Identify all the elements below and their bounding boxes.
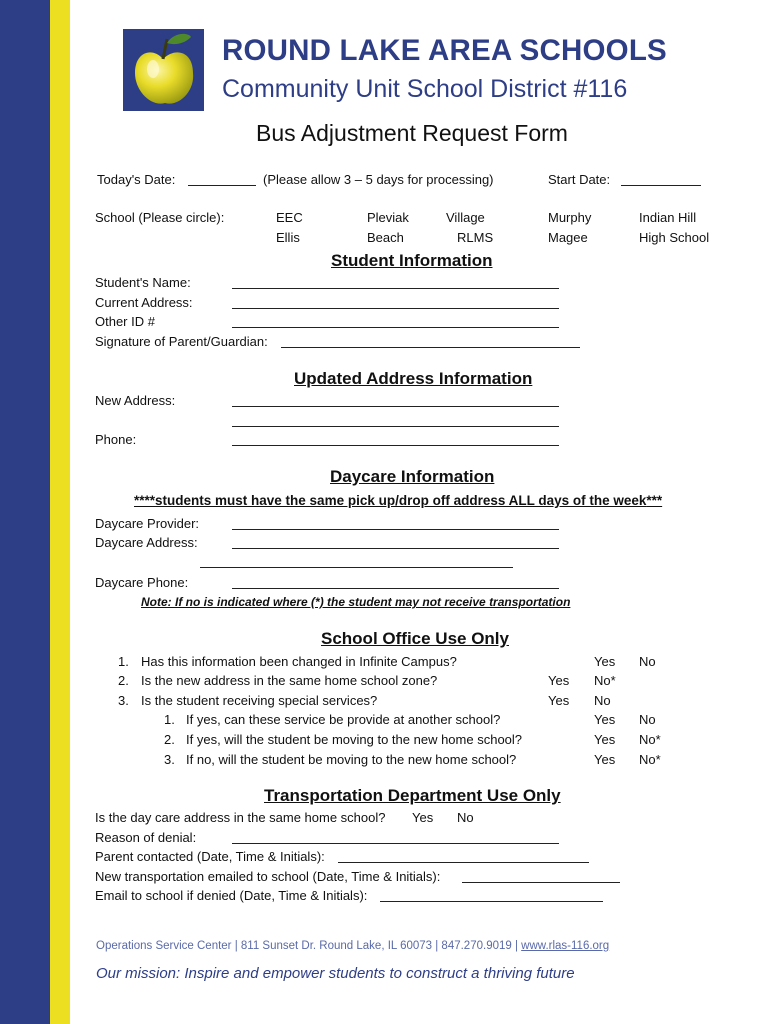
- q2-text: Is the new address in the same home school zone?: [141, 673, 438, 688]
- q1-text: Has this information been changed in Infinite Campus?: [141, 654, 457, 669]
- apple-logo: [123, 29, 204, 111]
- student-info-heading: Student Information: [331, 251, 493, 270]
- left-navy-band: [0, 0, 50, 1024]
- todays-date-field[interactable]: [188, 185, 256, 186]
- school-option-rlms[interactable]: RLMS: [457, 230, 494, 245]
- daycare-heading: Daycare Information: [330, 467, 495, 486]
- email-denied-label: Email to school if denied (Date, Time & Initials):: [95, 888, 368, 903]
- sub3-no[interactable]: No*: [639, 752, 661, 767]
- apple-icon: [123, 29, 204, 111]
- daycare-provider-field[interactable]: [232, 529, 559, 530]
- school-option-pleviak[interactable]: Pleviak: [367, 210, 409, 225]
- school-option-murphy[interactable]: Murphy: [548, 210, 592, 225]
- daycare-provider-label: Daycare Provider:: [95, 516, 200, 531]
- sub2-yes[interactable]: Yes: [594, 732, 616, 747]
- new-transport-emailed-field[interactable]: [462, 882, 620, 883]
- start-date-label: Start Date:: [548, 172, 611, 187]
- mission-statement: Our mission: Inspire and empower students to construct a thriving future: [96, 965, 575, 982]
- parent-contacted-label: Parent contacted (Date, Time & Initials):: [95, 849, 325, 864]
- updated-address-heading: Updated Address Information: [294, 369, 533, 388]
- sub2-text: If yes, will the student be moving to the new home school?: [186, 732, 523, 747]
- sub1-text: If yes, can these service be provide at another school?: [186, 712, 501, 727]
- q2-no[interactable]: No*: [594, 673, 616, 688]
- start-date-field[interactable]: [621, 185, 701, 186]
- warning-suffix: ***: [646, 493, 663, 508]
- daycare-warning: [134, 493, 662, 508]
- other-id-label: Other ID #: [95, 314, 155, 329]
- q2-yes[interactable]: Yes: [548, 673, 570, 688]
- reason-denial-label: Reason of denial:: [95, 830, 197, 845]
- sub1-number: 1.: [164, 712, 175, 727]
- school-label: School (Please circle):: [95, 210, 225, 225]
- q3-number: 3.: [118, 693, 129, 708]
- current-address-label: Current Address:: [95, 295, 193, 310]
- school-option-beach[interactable]: Beach: [367, 230, 404, 245]
- sub2-number: 2.: [164, 732, 175, 747]
- transportation-note: Note: If no is indicated where (*) the student may not receive transportation: [141, 595, 571, 609]
- q1-number: 1.: [118, 654, 129, 669]
- district-subtitle: Community Unit School District #116: [222, 75, 628, 103]
- student-name-field[interactable]: [232, 288, 559, 289]
- transportation-heading: Transportation Department Use Only: [264, 786, 561, 805]
- school-option-indian-hill[interactable]: Indian Hill: [639, 210, 697, 225]
- sub1-yes[interactable]: Yes: [594, 712, 616, 727]
- left-yellow-band: [50, 0, 70, 1024]
- other-id-field[interactable]: [232, 327, 559, 328]
- warning-text: students must have the same pick up/drop off address ALL days of the week: [155, 493, 647, 508]
- daycare-same-school-question: Is the day care address in the same home school?: [95, 810, 386, 825]
- new-address-label: New Address:: [95, 393, 176, 408]
- student-name-label: Student's Name:: [95, 275, 191, 290]
- q3-yes[interactable]: Yes: [548, 693, 570, 708]
- district-name: ROUND LAKE AREA SCHOOLS: [222, 34, 667, 67]
- website-link[interactable]: www.rlas-116.org: [521, 940, 610, 952]
- sub3-text: If no, will the student be moving to the new home school?: [186, 752, 517, 767]
- phone-field[interactable]: [232, 445, 559, 446]
- parent-contacted-field[interactable]: [338, 862, 589, 863]
- form-title: Bus Adjustment Request Form: [256, 120, 568, 146]
- school-office-heading: School Office Use Only: [321, 629, 509, 648]
- footer-address: [96, 940, 609, 952]
- sub1-no[interactable]: No: [639, 712, 656, 727]
- todays-date-label: Today's Date:: [97, 172, 176, 187]
- q1-yes[interactable]: Yes: [594, 654, 616, 669]
- q3-text: Is the student receiving special services?: [141, 693, 378, 708]
- school-option-magee[interactable]: Magee: [548, 230, 588, 245]
- reason-denial-field[interactable]: [232, 843, 559, 844]
- footer-address-text: Operations Service Center | 811 Sunset Dr. Round Lake, IL 60073 | 847.270.9019 |: [96, 940, 518, 952]
- daycare-same-school-yes[interactable]: Yes: [412, 810, 434, 825]
- daycare-address-label: Daycare Address:: [95, 535, 198, 550]
- processing-note: (Please allow 3 – 5 days for processing): [263, 172, 494, 187]
- daycare-phone-label: Daycare Phone:: [95, 575, 189, 590]
- signature-label: Signature of Parent/Guardian:: [95, 334, 268, 349]
- new-transport-emailed-label: New transportation emailed to school (Date, Time & Initials):: [95, 869, 441, 884]
- school-option-high-school[interactable]: High School: [639, 230, 710, 245]
- signature-field[interactable]: [281, 347, 580, 348]
- school-option-eec[interactable]: EEC: [276, 210, 303, 225]
- school-option-village[interactable]: Village: [446, 210, 485, 225]
- sub2-no[interactable]: No*: [639, 732, 661, 747]
- sub3-yes[interactable]: Yes: [594, 752, 616, 767]
- daycare-address-field-1[interactable]: [232, 548, 559, 549]
- sub3-number: 3.: [164, 752, 175, 767]
- phone-label: Phone:: [95, 432, 137, 447]
- current-address-field[interactable]: [232, 308, 559, 309]
- warning-prefix: ****: [134, 493, 156, 508]
- q1-no[interactable]: No: [639, 654, 656, 669]
- email-denied-field[interactable]: [380, 901, 603, 902]
- daycare-address-field-2[interactable]: [200, 567, 513, 568]
- q3-no[interactable]: No: [594, 693, 611, 708]
- daycare-phone-field[interactable]: [232, 588, 559, 589]
- new-address-field-2[interactable]: [232, 426, 559, 427]
- school-option-ellis[interactable]: Ellis: [276, 230, 300, 245]
- daycare-same-school-no[interactable]: No: [457, 810, 474, 825]
- new-address-field-1[interactable]: [232, 406, 559, 407]
- q2-number: 2.: [118, 673, 129, 688]
